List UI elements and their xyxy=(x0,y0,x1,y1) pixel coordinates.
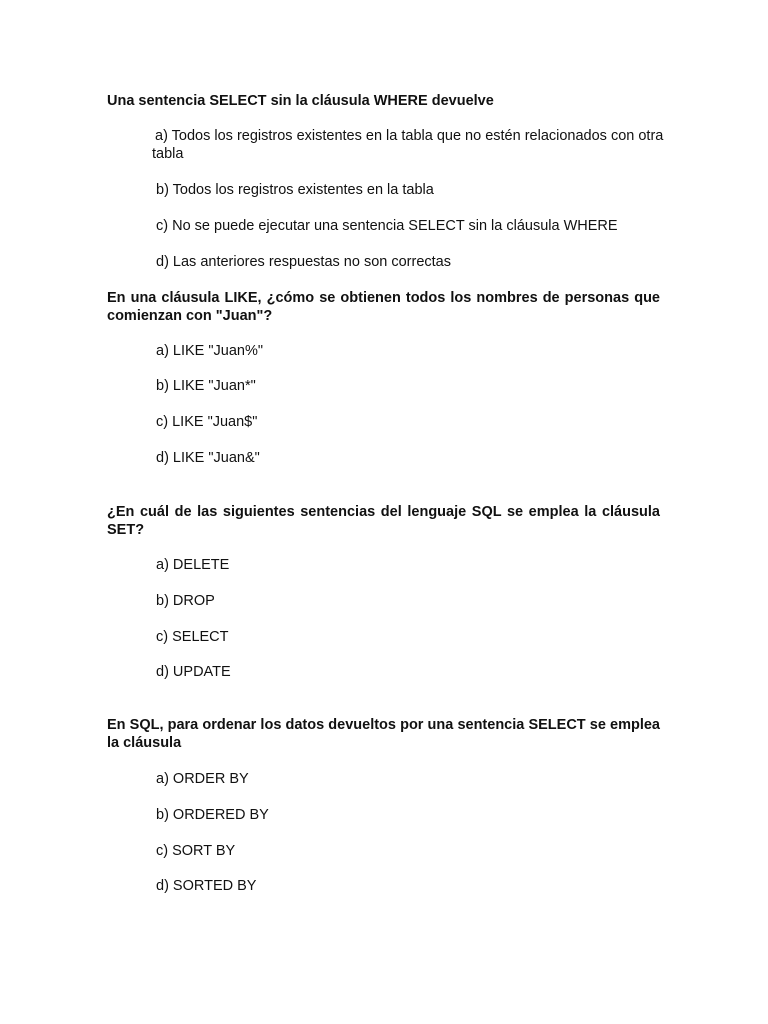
question-1-text: Una sentencia SELECT sin la cláusula WHERE devuelve xyxy=(107,93,494,109)
question-2-option-b: b) LIKE "Juan*" xyxy=(156,378,256,394)
question-3-option-c: c) SELECT xyxy=(156,629,229,645)
question-1-option-d: d) Las anteriores respuestas no son correctas xyxy=(156,254,451,270)
question-4-option-b: b) ORDERED BY xyxy=(156,807,269,823)
question-2-text: En una cláusula LIKE, ¿cómo se obtienen todos los nombres de personas que comienzan con "Juan"? xyxy=(107,290,660,324)
question-3-text: ¿En cuál de las siguientes sentencias del lenguaje SQL se emplea la cláusula SET? xyxy=(107,504,660,538)
question-1-option-c: c) No se puede ejecutar una sentencia SELECT sin la cláusula WHERE xyxy=(156,218,618,234)
question-1-option-b: b) Todos los registros existentes en la tabla xyxy=(156,182,434,198)
question-4-option-d: d) SORTED BY xyxy=(156,878,257,894)
question-3-option-b: b) DROP xyxy=(156,593,215,609)
question-1-option-a: a) Todos los registros existentes en la tabla que no estén relacionados con otra tabla xyxy=(152,128,664,162)
question-3-option-d: d) UPDATE xyxy=(156,664,231,680)
question-4-text: En SQL, para ordenar los datos devueltos por una sentencia SELECT se emplea la cláusula xyxy=(107,717,660,751)
question-4-option-c: c) SORT BY xyxy=(156,843,236,859)
question-3-option-a: a) DELETE xyxy=(156,557,230,573)
question-2-option-c: c) LIKE "Juan$" xyxy=(156,414,258,430)
question-2-option-a: a) LIKE "Juan%" xyxy=(156,343,264,359)
question-2-option-d: d) LIKE "Juan&" xyxy=(156,450,260,466)
question-4-option-a: a) ORDER BY xyxy=(156,771,249,787)
